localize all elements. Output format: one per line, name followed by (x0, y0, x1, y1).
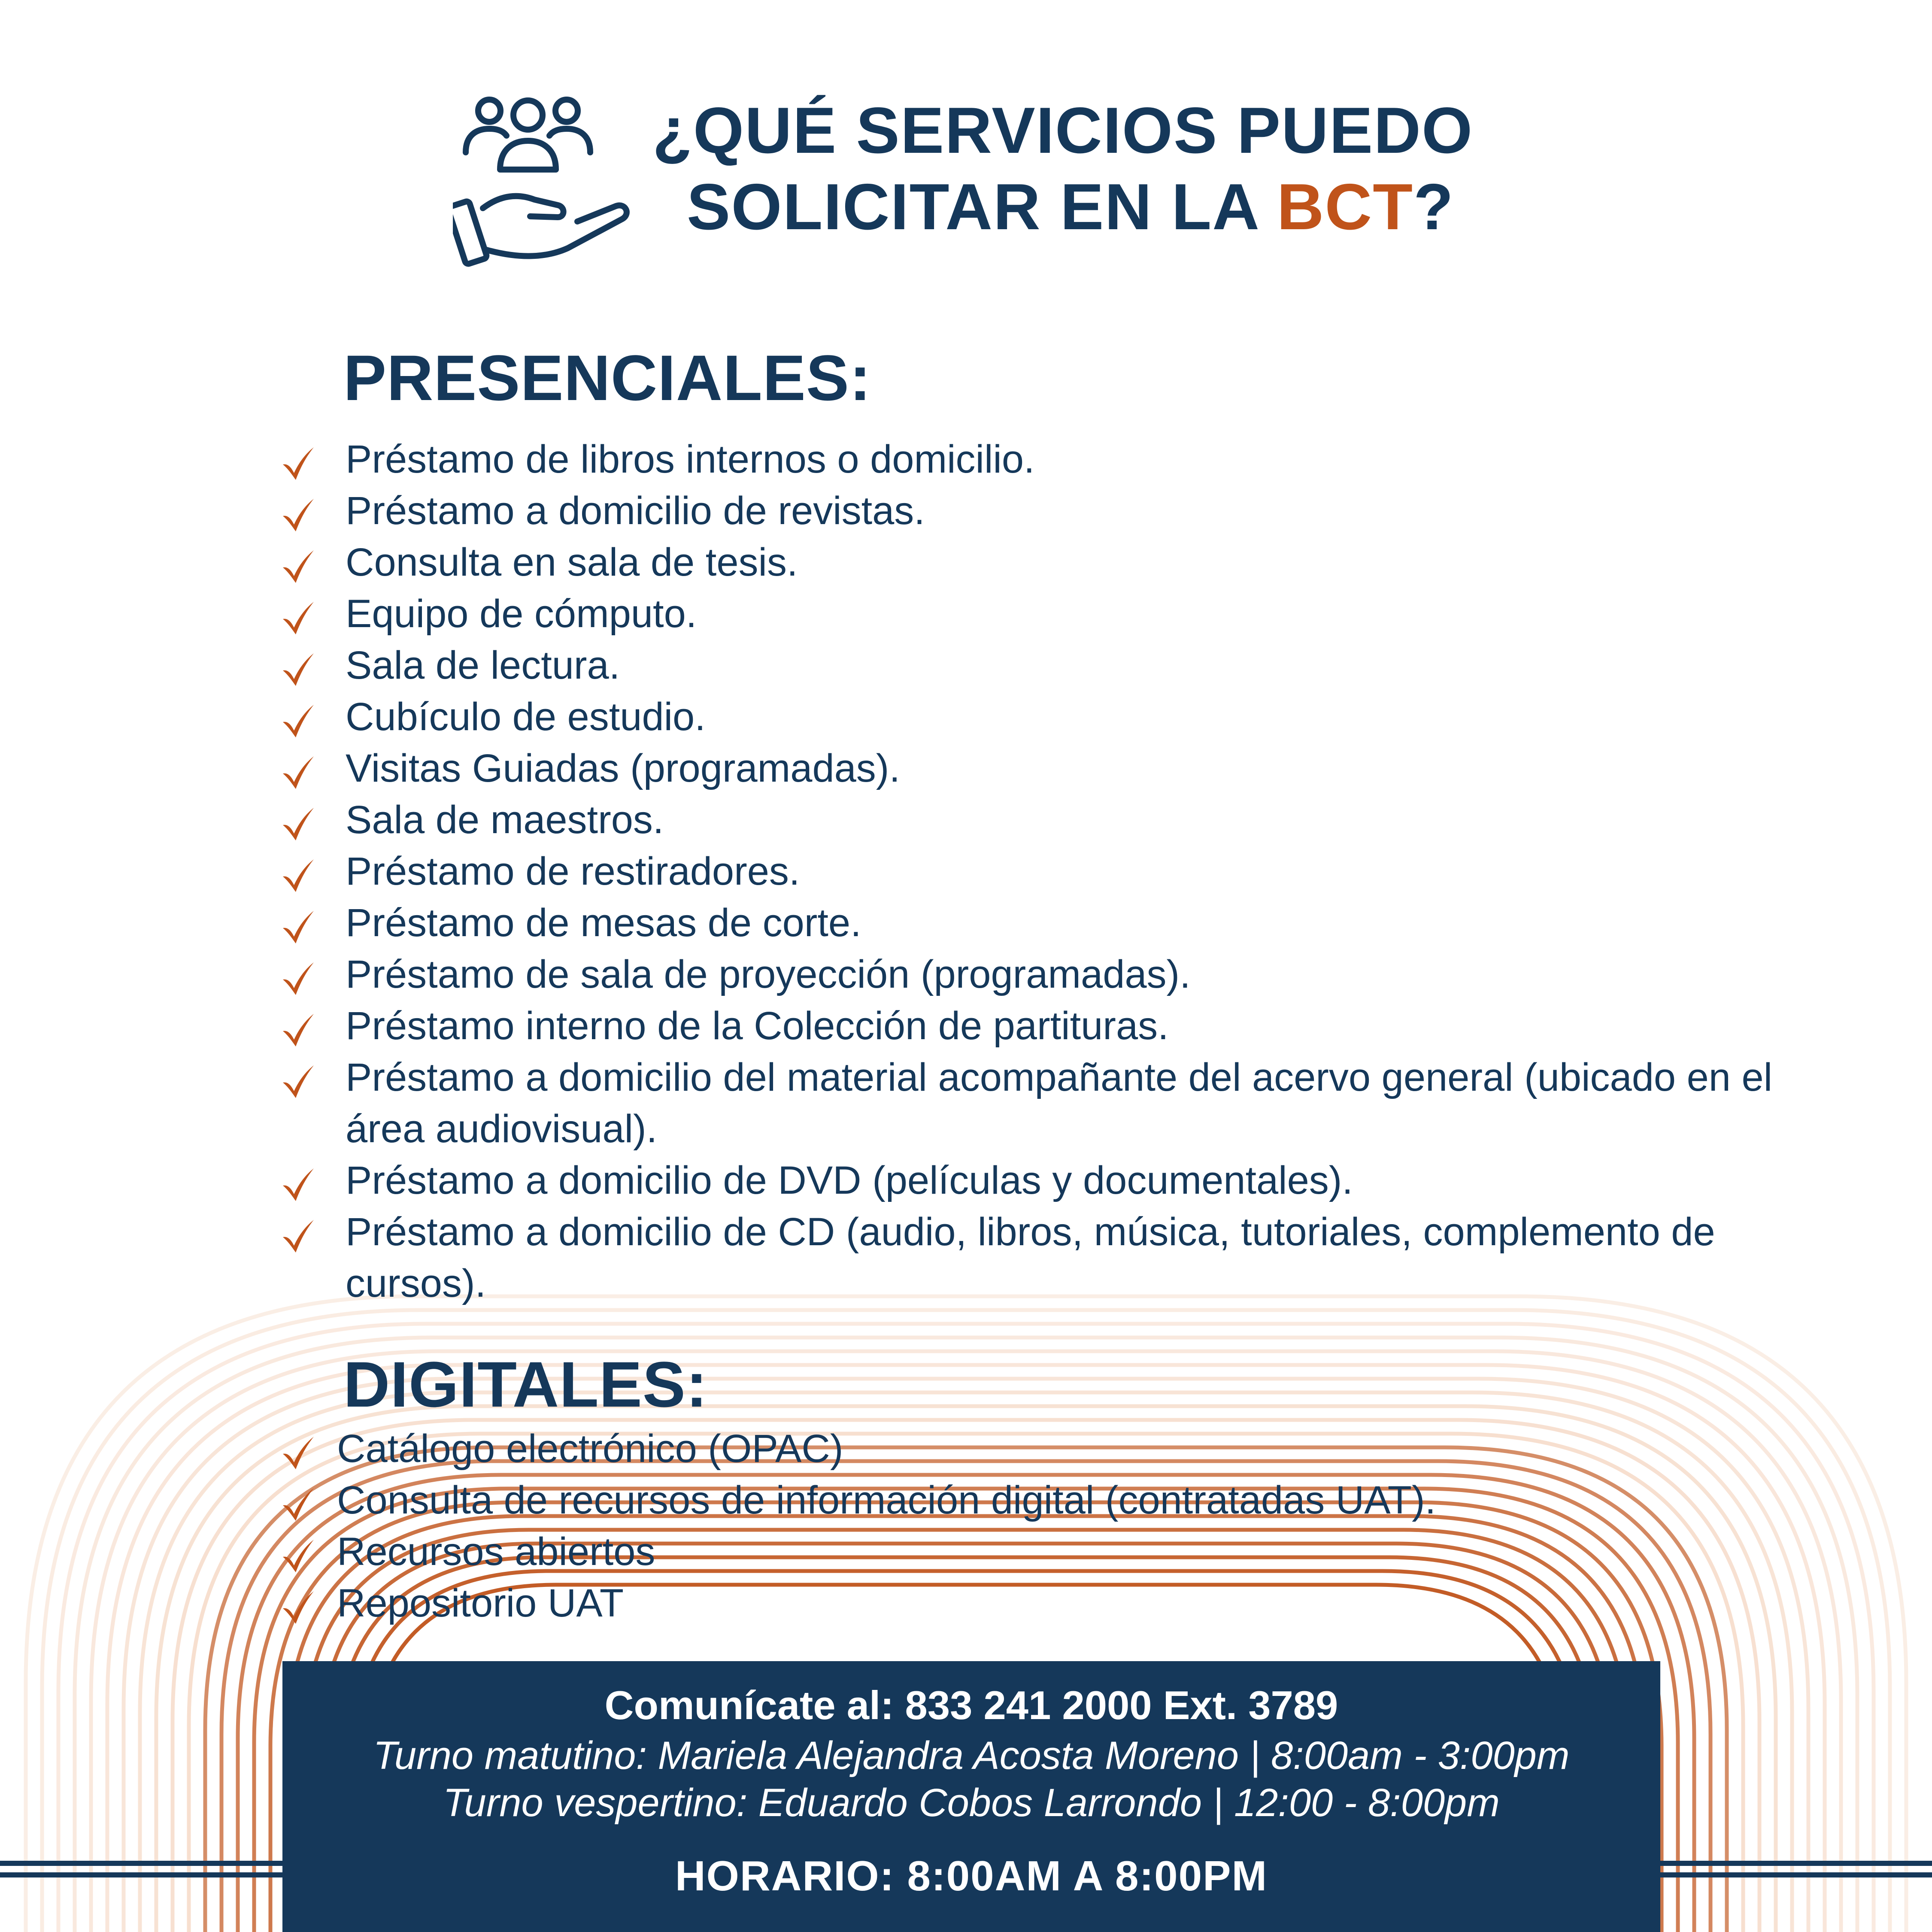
evening-shift-info: Turno vespertino: Eduardo Cobos Larrondo | 12:00 - 8:00pm (443, 1781, 1500, 1825)
presenciales-item (346, 949, 1848, 1000)
digitales-item (337, 1526, 1839, 1577)
digitales-item (337, 1577, 1839, 1629)
checkmark-icon (281, 438, 315, 485)
checkmark-icon (281, 1479, 315, 1526)
digitales-list (337, 1423, 1839, 1629)
presenciales-item (346, 846, 1848, 897)
service-label: Equipo de cómputo. (346, 592, 697, 636)
presenciales-item (346, 640, 1848, 691)
checkmark-icon (281, 1004, 315, 1052)
checkmark-icon (281, 1530, 315, 1577)
service-label: Recursos abiertos (337, 1530, 655, 1574)
checkmark-icon (281, 1159, 315, 1206)
checkmark-icon (281, 644, 315, 691)
service-label: Consulta de recursos de información digital (contratadas UAT). (337, 1478, 1436, 1522)
checkmark-icon (281, 747, 315, 794)
presenciales-item (346, 743, 1848, 794)
service-label: Préstamo de mesas de corte. (346, 901, 861, 945)
morning-shift-info: Turno matutino: Mariela Alejandra Acosta Moreno | 8:00am - 3:00pm (373, 1734, 1570, 1777)
service-label: Préstamo de sala de proyección (programadas). (346, 952, 1191, 996)
checkmark-icon (281, 850, 315, 897)
title-line-2 (652, 169, 1511, 245)
title-accent-bct: BCT (1277, 170, 1414, 243)
checkmark-icon (281, 1582, 315, 1629)
digitales-heading: DIGITALES: (343, 1348, 708, 1420)
service-label: Préstamo interno de la Colección de partituras. (346, 1004, 1169, 1048)
checkmark-icon (281, 953, 315, 1000)
presenciales-item (346, 434, 1848, 485)
checkmark-icon (281, 592, 315, 640)
presenciales-list (346, 434, 1848, 1309)
presenciales-heading: PRESENCIALES: (343, 342, 871, 414)
contact-panel (282, 1661, 1660, 1932)
presenciales-item (346, 485, 1848, 537)
presenciales-item (346, 537, 1848, 588)
presenciales-item (346, 691, 1848, 743)
checkmark-icon (281, 901, 315, 949)
service-label: Sala de lectura. (346, 643, 620, 687)
presenciales-item (346, 588, 1848, 640)
service-label: Repositorio UAT (337, 1581, 624, 1625)
service-label: Préstamo de libros internos o domicilio. (346, 437, 1035, 481)
hand-with-people-icon (453, 90, 637, 275)
presenciales-item (346, 1206, 1848, 1309)
presenciales-item (346, 1000, 1848, 1052)
digitales-item (337, 1474, 1839, 1526)
service-label: Visitas Guiadas (programadas). (346, 746, 900, 790)
checkmark-icon (281, 1056, 315, 1103)
presenciales-item (346, 897, 1848, 949)
presenciales-item (346, 794, 1848, 846)
checkmark-icon (281, 695, 315, 743)
opening-hours: HORARIO: 8:00AM A 8:00PM (675, 1852, 1268, 1899)
page-title (652, 92, 1511, 245)
service-label: Préstamo a domicilio de DVD (películas y documentales). (346, 1159, 1353, 1202)
service-label: Préstamo de restiradores. (346, 849, 800, 893)
checkmark-icon (281, 1427, 315, 1474)
service-label: Préstamo a domicilio de CD (audio, libros, música, tutoriales, complemento de cursos). (346, 1210, 1715, 1305)
digitales-item (337, 1423, 1839, 1474)
title-line-2-prefix: SOLICITAR EN LA (687, 170, 1277, 243)
checkmark-icon (281, 541, 315, 588)
presenciales-item (346, 1052, 1848, 1155)
presenciales-item (346, 1155, 1848, 1206)
title-line-1: ¿QUÉ SERVICIOS PUEDO (652, 94, 1474, 167)
service-label: Sala de maestros. (346, 798, 664, 842)
service-label: Catálogo electrónico (OPAC) (337, 1427, 843, 1471)
service-label: Préstamo a domicilio del material acompañante del acervo general (ubicado en el área audiovisual). (346, 1055, 1773, 1151)
service-label: Consulta en sala de tesis. (346, 540, 798, 584)
checkmark-icon (281, 798, 315, 846)
title-line-2-suffix: ? (1413, 170, 1454, 243)
service-label: Cubículo de estudio. (346, 695, 706, 739)
service-label: Préstamo a domicilio de revistas. (346, 489, 925, 533)
contact-phone: Comunícate al: 833 241 2000 Ext. 3789 (604, 1683, 1338, 1728)
checkmark-icon (281, 1210, 315, 1258)
checkmark-icon (281, 489, 315, 537)
